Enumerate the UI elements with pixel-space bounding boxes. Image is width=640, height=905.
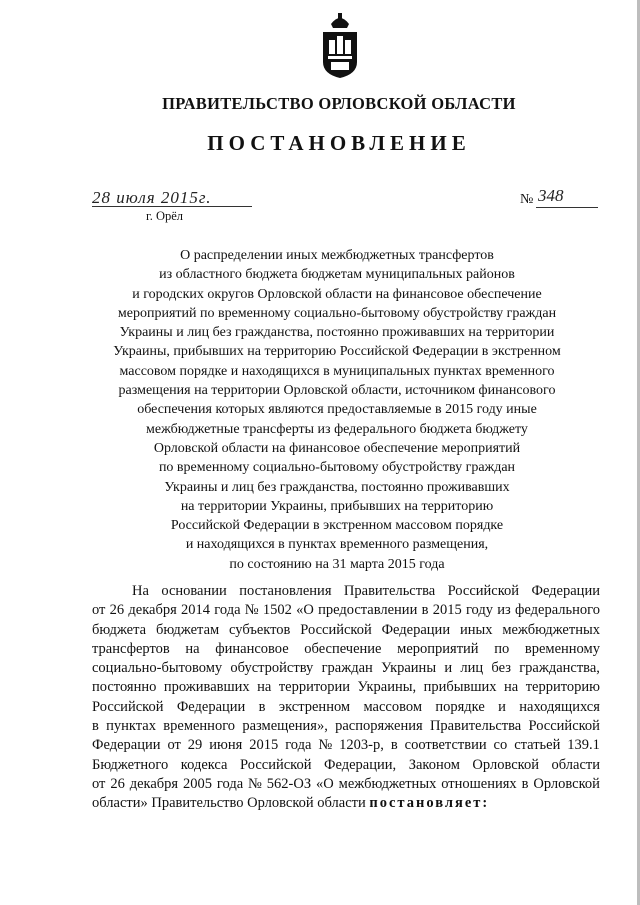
title-line: из областного бюджета бюджетам муниципальных районов <box>159 267 515 283</box>
body-word: предоставлении <box>318 602 418 619</box>
title-line: обеспечения которых являются предоставляемые в 2015 году иные <box>137 402 537 418</box>
body-word: Федерации <box>381 621 451 638</box>
body-word: постоянно <box>92 679 157 696</box>
body-word: Украины, <box>357 679 417 696</box>
coat-of-arms-icon <box>319 10 361 80</box>
body-word: области <box>551 756 600 773</box>
organization-name: ПРАВИТЕЛЬСТВО ОРЛОВСКОЙ ОБЛАСТИ <box>162 94 516 113</box>
body-word: Федерации, <box>324 756 397 773</box>
body-word: 26 <box>109 602 125 619</box>
body-word: прибывших <box>423 679 497 696</box>
body-word: от <box>92 602 106 619</box>
body-word: 1203-р, <box>339 737 384 754</box>
body-word: обеспечение <box>304 640 382 657</box>
body-line <box>92 621 600 640</box>
body-word: Правительства <box>343 583 436 599</box>
body-line <box>92 698 600 717</box>
body-word: Федерации <box>531 583 600 599</box>
body-line <box>92 582 600 601</box>
document-city: г. Орёл <box>146 209 184 223</box>
document-body <box>92 582 600 814</box>
body-word: по <box>494 640 510 657</box>
body-word: года <box>285 737 312 754</box>
body-word: иных <box>459 621 493 638</box>
body-word: Российской <box>240 756 312 773</box>
body-word: Законом <box>408 756 460 773</box>
body-word: обустройству <box>230 660 314 677</box>
body-word: субъектов <box>229 621 291 638</box>
body-word: Федерации <box>176 698 246 715</box>
body-word: «О <box>316 775 334 792</box>
body-word: На <box>132 583 149 599</box>
body-word: трансфертов <box>92 640 170 657</box>
title-line: Украины и лиц без гражданства, постоянно проживавших на территории <box>119 325 555 341</box>
body-word: пунктах <box>106 718 156 735</box>
title-line: Украины и лиц без гражданства, постоянно проживавших <box>164 479 510 495</box>
body-word: № <box>244 602 259 619</box>
body-word: бюджетам <box>155 621 220 638</box>
body-word: года <box>214 602 241 619</box>
body-word: 139.1 <box>567 737 600 754</box>
body-word: 1502 <box>262 602 292 619</box>
body-word: декабря <box>128 602 177 619</box>
body-word: Правительства <box>429 718 522 735</box>
body-word: кодекса <box>180 756 228 773</box>
body-line <box>92 736 600 755</box>
body-word: № <box>248 775 262 792</box>
body-line <box>92 756 600 775</box>
title-line: по состоянию на 31 марта 2015 года <box>229 556 445 572</box>
date-underline <box>92 206 252 207</box>
body-last-line <box>92 794 600 813</box>
body-word: Российской <box>528 718 600 735</box>
body-word: в <box>421 602 429 619</box>
body-word: порядке <box>435 698 485 715</box>
body-word: соответствии <box>404 737 487 754</box>
body-word: гражданства, <box>519 660 600 677</box>
body-word: находящихся <box>519 698 600 715</box>
body-word: 2014 <box>181 602 211 619</box>
body-word: постановления <box>239 583 332 599</box>
body-word: и <box>444 660 453 677</box>
body-word: Российской <box>92 698 164 715</box>
body-word: 562-ОЗ <box>266 775 312 792</box>
body-word: мероприятий <box>397 640 479 657</box>
title-line: размещения на территории Орловской области, источником финансового <box>118 383 556 399</box>
number-underline <box>536 207 598 208</box>
body-word: Бюджетного <box>92 756 169 773</box>
body-word: Украины <box>381 660 437 677</box>
body-word: года <box>216 775 244 792</box>
body-word: Российской <box>447 583 520 599</box>
document-number: 348 <box>538 186 564 205</box>
body-word: на <box>504 679 519 696</box>
body-word: социально-бытовому <box>92 660 223 677</box>
body-line <box>92 659 600 678</box>
body-line <box>92 678 600 697</box>
body-word: размещения», <box>242 718 328 735</box>
body-word: от <box>92 775 106 792</box>
title-line: на территории Украины, прибывших на территорию <box>180 498 494 514</box>
body-word: июня <box>209 737 243 754</box>
document-type: ПОСТАНОВЛЕНИЕ <box>207 131 471 155</box>
body-word: в <box>258 698 266 715</box>
body-word: году <box>465 602 493 619</box>
title-line: и городских округов Орловской области на финансовое обеспечение <box>132 286 542 302</box>
body-line <box>92 775 600 794</box>
body-line <box>92 640 600 659</box>
body-word: граждан <box>321 660 373 677</box>
body-word: межбюджетных <box>502 621 600 638</box>
body-word: 2005 <box>183 775 212 792</box>
body-word: федерального <box>514 602 600 619</box>
body-word: экстренном <box>278 698 351 715</box>
body-word: межбюджетных <box>338 775 437 792</box>
body-line <box>92 601 600 620</box>
title-line: Российской Федерации в экстренном массовом порядке <box>170 518 504 534</box>
document-date: 28 июля 2015г. <box>92 188 212 207</box>
title-line: и находящихся в пунктах временного размещения, <box>185 537 489 553</box>
body-word: декабря <box>129 775 179 792</box>
body-word: 2015 <box>432 602 462 619</box>
body-word: на <box>257 679 272 696</box>
body-word: от <box>167 737 181 754</box>
body-word: финансовое <box>215 640 289 657</box>
body-word: Орловской <box>472 756 539 773</box>
body-word: массовом <box>363 698 422 715</box>
body-line <box>92 717 600 736</box>
document-title <box>60 246 580 574</box>
body-word: Федерации <box>92 737 161 754</box>
body-word: территории <box>278 679 351 696</box>
title-line: мероприятий по временному социально-бытовому обустройству граждан <box>117 305 557 321</box>
body-word: распоряжения <box>335 718 423 735</box>
body-word: временному <box>524 640 600 657</box>
title-line: по временному социально-бытовому обустройству граждан <box>158 460 516 476</box>
body-word: из <box>497 602 511 619</box>
body-word: лиц <box>460 660 484 677</box>
body-word: в <box>390 737 398 754</box>
body-word: Российской <box>300 621 372 638</box>
title-line: Орловской области на финансовое обеспечение мероприятий <box>153 440 521 456</box>
body-last-text: области» Правительство Орловской области <box>92 795 366 812</box>
title-line: Украины, прибывших на территорию Российской Федерации в экстренном <box>113 344 561 360</box>
body-word: отношениях <box>441 775 517 792</box>
body-word: в <box>521 775 529 792</box>
body-word: без <box>491 660 511 677</box>
body-word: 26 <box>110 775 125 792</box>
body-word: на <box>185 640 200 657</box>
body-word: 2015 <box>249 737 279 754</box>
body-word: № <box>318 737 333 754</box>
number-label: № <box>520 192 534 207</box>
title-line: О распределении иных межбюджетных трансфертов <box>180 248 494 263</box>
title-line: межбюджетные трансферты из федерального бюджета бюджету <box>146 421 528 437</box>
body-word: в <box>92 718 99 735</box>
body-word: 29 <box>187 737 203 754</box>
body-word: статьей <box>514 737 561 754</box>
body-word: территорию <box>525 679 600 696</box>
title-line: массовом порядке и находящихся в муниципальных пунктах временного <box>119 363 555 379</box>
body-word: проживавших <box>163 679 250 696</box>
body-word: временного <box>163 718 236 735</box>
body-word: со <box>493 737 508 754</box>
body-word: основании <box>161 583 227 599</box>
decision-word: постановляет: <box>369 795 490 812</box>
body-word: и <box>498 698 506 715</box>
body-word: Орловской <box>533 775 600 792</box>
body-word: «О <box>296 602 314 619</box>
body-word: бюджета <box>92 621 147 638</box>
